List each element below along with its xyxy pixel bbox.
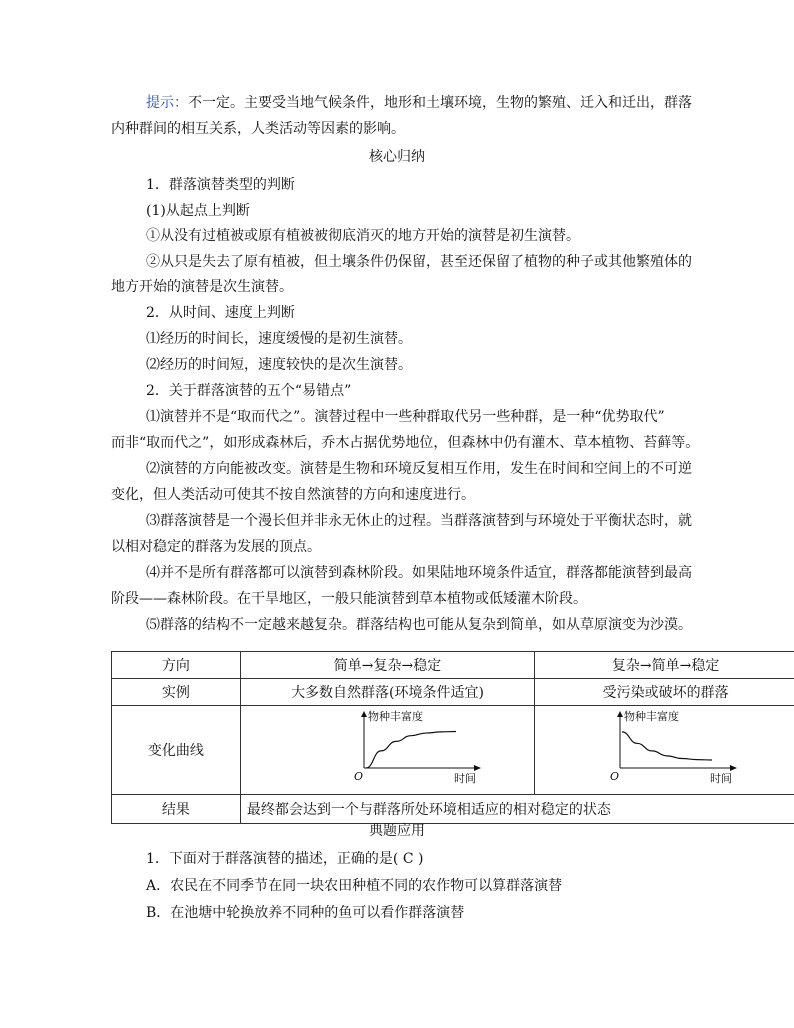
text-line: ⑷并不是所有群落都可以演替到森林阶段。如果陆地环境条件适宜，群落都能演替到最高 xyxy=(146,565,692,581)
table-row xyxy=(112,706,794,795)
text-line: 1．群落演替类型的判断 xyxy=(146,177,295,193)
hint-line-1 xyxy=(146,93,692,113)
text-line: ⑶群落演替是一个漫长但并非永无休止的过程。当群落演替到与环境处于平衡状态时，就 xyxy=(146,513,692,529)
table-cell-chart-1 xyxy=(240,706,534,795)
text-line: ⑴演替并不是“取而代之”。演替过程中一些种群取代另一些种群，是一种“优势取代” xyxy=(146,409,665,425)
text-line: 阶段——森林阶段。在干旱地区，一般只能演替到草本植物或低矮灌木阶段。 xyxy=(111,591,587,607)
table-cell: 大多数自然群落(环境条件适宜) xyxy=(240,679,534,706)
x-axis-label: 时间 xyxy=(453,772,476,785)
table-cell: 受污染或破坏的群落 xyxy=(535,679,794,706)
text-line: 2．关于群落演替的五个“易错点” xyxy=(146,383,352,399)
text-line: 地方开始的演替是次生演替。 xyxy=(111,279,293,295)
y-axis-label: 物种丰富度 xyxy=(623,710,679,723)
origin-label: O xyxy=(353,770,363,783)
text-line: ⑵经历的时间短，速度较快的是次生演替。 xyxy=(146,357,412,373)
table-cell: 结果 xyxy=(112,795,241,824)
curve-chart-increasing xyxy=(288,706,488,790)
hint-label: 提示： xyxy=(146,95,188,111)
text-line: ②从只是失去了原有植被，但土壤条件仍保留，甚至还保留了植物的种子或其他繁殖体的 xyxy=(146,254,692,270)
option-a: A．农民在不同季节在同一块农田种植不同的农作物可以算群落演替 xyxy=(146,878,563,894)
table-cell: 方向 xyxy=(112,652,241,679)
text-line: 以相对稳定的群落为发展的顶点。 xyxy=(111,539,321,555)
y-axis-label: 物种丰富度 xyxy=(367,710,423,723)
curve-line xyxy=(366,732,456,768)
table-cell: 变化曲线 xyxy=(112,706,241,795)
table-cell: 复杂→简单→稳定 xyxy=(535,652,794,679)
text-line: 而非“取而代之”，如形成森林后，乔木占据优势地位，但森林中仍有灌木、草本植物、苔藓等。 xyxy=(111,435,700,451)
hint-text-1: 不一定。主要受当地气候条件，地形和土壤环境，生物的繁殖、迁入和迁出，群落 xyxy=(188,95,692,111)
curve-line xyxy=(622,732,712,760)
succession-table xyxy=(111,651,794,824)
text-line: ⑵演替的方向能被改变。演替是生物和环境反复相互作用，发生在时间和空间上的不可逆 xyxy=(146,461,692,477)
section-heading-core: 核心归纳 xyxy=(369,149,425,165)
x-axis-label: 时间 xyxy=(709,772,732,785)
y-axis-arrow xyxy=(361,711,367,717)
table-row xyxy=(112,795,794,824)
text-line: ⑴经历的时间长，速度缓慢的是初生演替。 xyxy=(146,331,412,347)
table-cell: 最终都会达到一个与群落所处环境相适应的相对稳定的状态 xyxy=(240,795,794,824)
table-cell: 实例 xyxy=(112,679,241,706)
x-axis-arrow xyxy=(474,765,481,771)
hint-line-2: 内种群间的相互关系，人类活动等因素的影响。 xyxy=(111,121,405,137)
curve-chart-decreasing xyxy=(578,706,754,790)
table-cell: 简单→复杂→稳定 xyxy=(240,652,534,679)
question-stem: 1．下面对于群落演替的描述，正确的是( C ) xyxy=(146,851,424,867)
section-heading-apply: 典题应用 xyxy=(369,823,425,839)
option-b: B．在池塘中轮换放养不同种的鱼可以看作群落演替 xyxy=(146,905,465,921)
table-cell-chart-2 xyxy=(535,706,794,795)
origin-label: O xyxy=(609,770,619,783)
text-line: 变化，但人类活动可使其不按自然演替的方向和速度进行。 xyxy=(111,487,475,503)
table-row xyxy=(112,652,794,679)
table-row xyxy=(112,679,794,706)
y-axis-arrow xyxy=(617,711,623,717)
text-line: 2．从时间、速度上判断 xyxy=(146,305,295,321)
text-line: ⑸群落的结构不一定越来越复杂。群落结构也可能从复杂到简单，如从草原演变为沙漠。 xyxy=(146,617,692,633)
text-line: (1)从起点上判断 xyxy=(146,203,250,219)
x-axis-arrow xyxy=(730,765,737,771)
text-line: ①从没有过植被或原有植被被彻底消灭的地方开始的演替是初生演替。 xyxy=(146,228,580,244)
